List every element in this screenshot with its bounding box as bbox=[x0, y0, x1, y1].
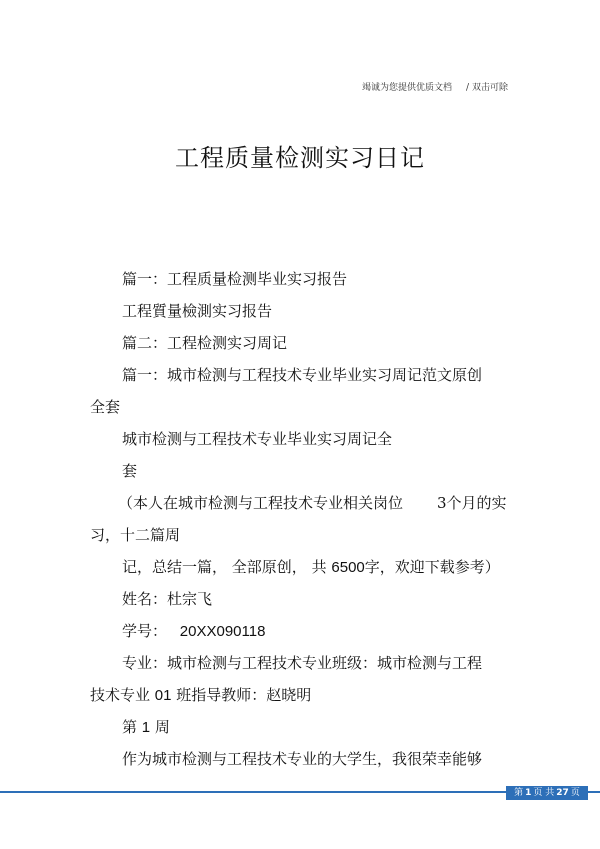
header-action-text: 双击可除 bbox=[471, 83, 508, 93]
paragraph-line: 习，十二篇周 bbox=[90, 526, 181, 544]
current-page: 1 bbox=[525, 788, 532, 798]
week-number: 1 bbox=[141, 719, 151, 736]
paragraph-line bbox=[122, 716, 170, 737]
paragraph-line: 套 bbox=[122, 462, 138, 480]
paragraph-line: 作为城市检测与工程技术专业的大学生，我很荣幸能够 bbox=[122, 750, 483, 768]
line-segment: 学号： bbox=[122, 622, 168, 640]
line-segment: 全部原创， bbox=[231, 558, 307, 576]
paragraph-line: 篇一：工程质量检测毕业实习报告 bbox=[122, 270, 348, 288]
header-note-text: 竭诚为您提供优质文档 bbox=[362, 83, 453, 93]
line-segment: 周 bbox=[154, 718, 170, 736]
paragraph-line: 全套 bbox=[90, 398, 121, 416]
page-indicator bbox=[506, 786, 588, 800]
paragraph-line bbox=[122, 556, 500, 577]
paragraph-line bbox=[90, 684, 311, 705]
line-segment: 共 bbox=[311, 558, 327, 576]
student-id: 20XX090118 bbox=[179, 623, 266, 640]
header-note bbox=[362, 80, 522, 93]
page-mid: 页 共 bbox=[533, 788, 555, 798]
paragraph-line bbox=[118, 492, 507, 513]
document-title: 工程质量检测实习日记 bbox=[175, 144, 425, 172]
line-segment: （本人在城市检测与工程技术专业相关岗位 bbox=[118, 494, 404, 512]
line-segment: 字，欢迎下载参考） bbox=[364, 558, 500, 576]
paragraph-line bbox=[122, 620, 265, 641]
paragraph-line: 篇一：城市检测与工程技术专业毕业实习周记范文原创 bbox=[122, 366, 483, 384]
paragraph-line: 专业：城市检测与工程技术专业班级：城市检测与工程 bbox=[122, 654, 483, 672]
paragraph-line: 城市检测与工程技术专业毕业实习周记全 bbox=[122, 430, 393, 448]
header-separator: / bbox=[466, 83, 470, 93]
line-segment: 班指导教师：赵晓明 bbox=[176, 686, 312, 704]
line-segment: 3个月的实 bbox=[437, 494, 507, 512]
page-suffix: 页 bbox=[570, 788, 580, 798]
total-pages: 27 bbox=[556, 788, 569, 798]
line-segment: 记，总结一篇， bbox=[122, 558, 228, 576]
class-number: 01 bbox=[154, 687, 172, 704]
page-prefix: 第 bbox=[514, 788, 524, 798]
paragraph-line: 姓名：杜宗飞 bbox=[122, 590, 213, 608]
line-segment: 技术专业 bbox=[90, 686, 151, 704]
paragraph-line: 篇二：工程检测实习周记 bbox=[122, 334, 288, 352]
word-count: 6500 bbox=[331, 559, 365, 576]
paragraph-line: 工程質量檢測实习报告 bbox=[122, 302, 273, 320]
line-segment: 第 bbox=[122, 718, 138, 736]
